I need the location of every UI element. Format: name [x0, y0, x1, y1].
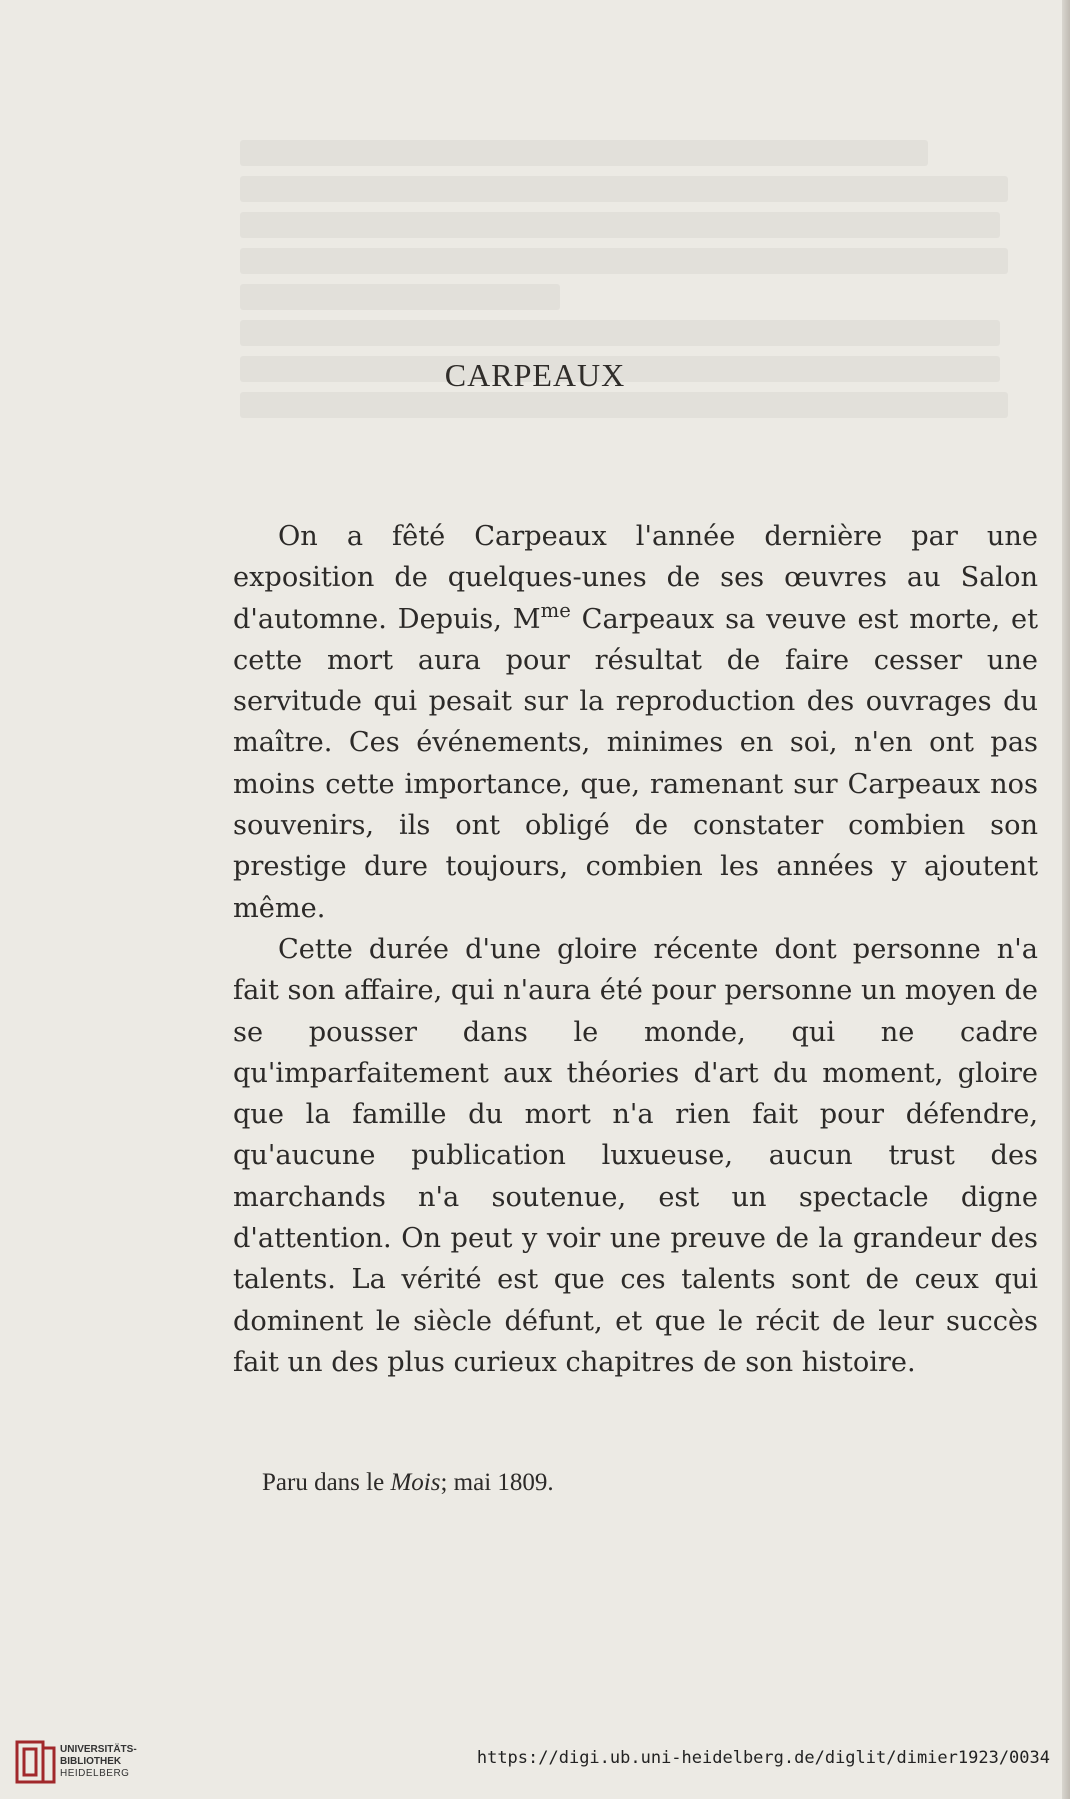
page-title: CARPEAUX: [444, 357, 626, 393]
university-library-logo-icon: [14, 1738, 60, 1788]
library-name: UNIVERSITÄTS- BIBLIOTHEK HEIDELBERG: [60, 1744, 137, 1779]
source-url-link[interactable]: https://digi.ub.uni-heidelberg.de/diglit/dimier1923/0034: [476, 1748, 1050, 1768]
paragraph-1: On a fêté Carpeaux l'année dernière par une exposition de quelques-unes de ses œuvres au Salon d'automne. Depuis, $M^{me}$ Carpeaux sa veuve est morte, et cette mort aura pour résultat de faire cesser une servitude qui pesait sur la reproduction des ouvrages du maître. Ces événements, minimes en soi, n'en ont pas moins cette importance, que, ramenant sur Carpeaux nos souvenirs, ils ont obligé de constater combien son prestige dure toujours, combien les années y ajoutent même.: [233, 521, 1039, 924]
journal-name: Mois: [390, 1469, 441, 1496]
article-body: [233, 516, 1038, 1383]
page-edge-shadow: [1062, 0, 1070, 1799]
paragraph-2: Cette durée d'une gloire récente dont personne n'a fait son affaire, qui n'aura été pour personne un moyen de se pousser dans le monde, qui ne cadre qu'imparfaitement aux théories d'art du moment, gloire que la famille du mort n'a rien fait pour défendre, qu'aucune publication luxueuse, aucun trust des marchands n'a soutenue, est un spectacle digne d'attention. On peut y voir une preuve de la grandeur des talents. La vérité est que ces talents sont de ceux qui dominent le siècle défunt, et que le récit de leur succès fait un des plus curieux chapitres de son histoire.: [233, 933, 1038, 1378]
show-through-text: [240, 140, 1040, 470]
source-note: Paru dans le Mois; mai 1809.: [262, 1469, 554, 1496]
